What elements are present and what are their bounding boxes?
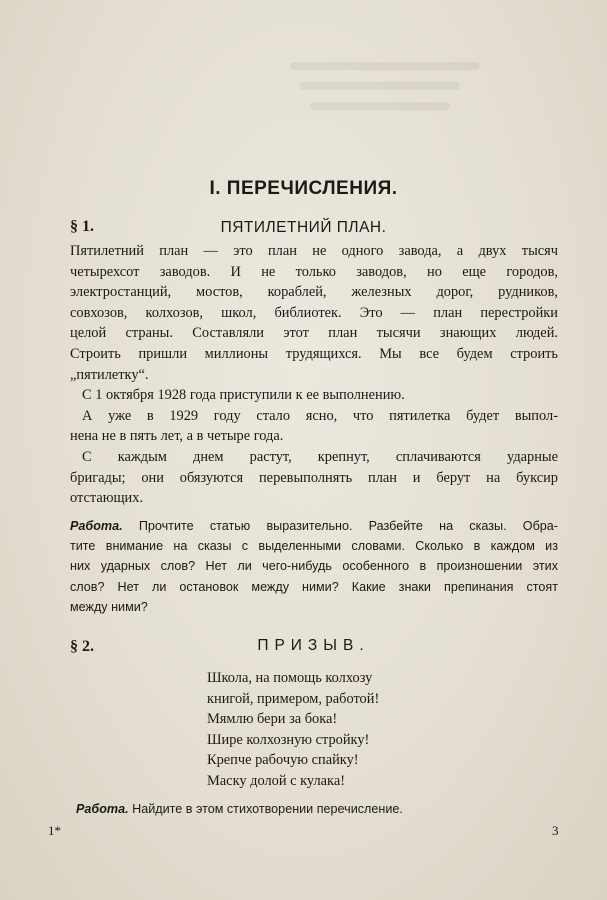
text-line: „пятилетку“. (70, 366, 149, 383)
text-line: совхозов, колхозов, школ, библиотек. Это — план перестройки (70, 304, 558, 321)
signature-mark: 1* (48, 823, 61, 838)
text-line: электростанций, мостов, кораблей, железных дорог, рудников, (70, 284, 558, 301)
text-line: Прочтите статью выразительно. Разбейте на сказы. Обра- (122, 519, 558, 533)
poem-line: Мямлю бери за бока! (207, 711, 338, 728)
show-through-mark (290, 62, 480, 70)
task-1 (70, 516, 558, 617)
text-line: Пятилетний план — это план не одного завода, а двух тысяч (70, 243, 558, 259)
text-line: них ударных слов? Нет ли чего-нибудь особенного в произношении этих (70, 559, 558, 574)
section-2-number: § 2. (70, 638, 94, 655)
show-through-mark (310, 102, 450, 110)
text-line: С каждым днем растут, крепнут, сплачиваются ударные (82, 448, 558, 465)
text-line: нена не в пять лет, а в четыре года. (70, 428, 284, 445)
text-line: А уже в 1929 году стало ясно, что пятилетка будет выпол- (82, 407, 558, 424)
poem-line: книгой, примером, работой! (207, 690, 380, 707)
text-line: целой страны. Составляли этот план тысячи знающих людей. (70, 325, 558, 342)
text-line: Строить пришли миллионы трудящихся. Мы все будем строить (70, 345, 558, 362)
task-label: Работа. (76, 802, 129, 816)
task-text: Найдите в этом стихотворении перечисление. (128, 802, 403, 816)
poem-line: Крепче рабочую спайку! (207, 752, 359, 769)
poem-line: Шире колхозную стройку! (207, 731, 370, 748)
text-line: слов? Нет ли остановок между ними? Какие знаки препинания стоят (70, 579, 558, 594)
text-line: С 1 октября 1928 года приступили к ее выполнению. (82, 387, 405, 404)
section-1-number: § 1. (70, 218, 94, 235)
text-line: отстающих. (70, 490, 144, 507)
text-line: тите внимание на сказы с выделенными словами. Сколько в каждом из (70, 539, 558, 554)
chapter-heading: I. ПЕРЕЧИСЛЕНИЯ. (209, 178, 398, 199)
section-1-text (70, 241, 558, 509)
text-line: между ними? (70, 599, 148, 614)
poem-line: Маску долой с кулака! (207, 772, 346, 789)
section-1-title: ПЯТИЛЕТНИЙ ПЛАН. (220, 219, 387, 236)
section-2-title: ПРИЗЫВ. (257, 637, 370, 654)
task-label: Работа. (70, 519, 123, 533)
text-line: бригады; они обязуются перевыполнять план и берут на буксир (70, 469, 558, 486)
poem (207, 668, 379, 792)
poem-line: Школа, на помощь колхозу (207, 670, 373, 686)
show-through-mark (300, 82, 460, 90)
page-number: 3 (552, 823, 559, 838)
text-line: четырехсот заводов. И не только заводов, но еще городов, (70, 263, 558, 280)
task-2 (76, 802, 403, 816)
